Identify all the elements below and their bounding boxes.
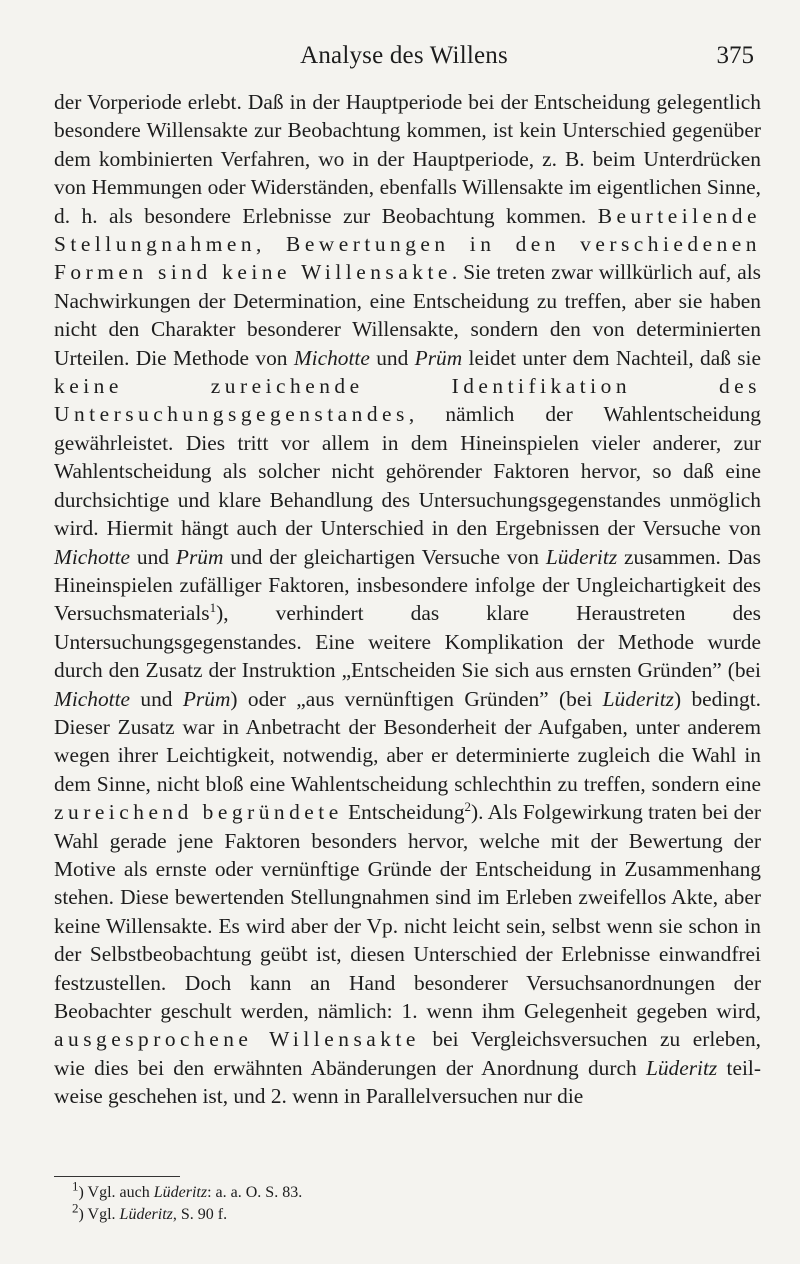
text-run: ) bedingt. Dieser Zusatz war in Anbetracht der Besonderheit der Aufgaben, unter anderem wegen ihrer Leichtigkeit, notwendig, aber er determinierte zugleich die Wahl in dem Sinne, nicht bloß eine Wahlentscheidung schlechthin zu treffen, sondern eine <box>54 686 761 796</box>
emphasis-spaced: zureichend begründete <box>54 800 343 825</box>
page-number: 375 <box>716 42 754 69</box>
text-run: ), verhindert das klare Heraustreten des Untersuchungsgegenstandes. Eine weitere Komplikation der Methode wurde durch den Zusatz der Instruktion „Entscheiden Sie sich aus ernsten Gründen” (bei <box>54 601 761 683</box>
footnote-ref: 2 <box>464 799 472 815</box>
running-title: Analyse des Willens <box>300 42 508 69</box>
footnote-text: , S. 90 f. <box>172 1206 228 1223</box>
footnote <box>54 1178 754 1204</box>
footnote-text: : a. a. O. S. 83. <box>207 1184 303 1201</box>
text-run: . Sie treten zwar willkürlich auf, als Nachwirkungen der Determination, eine Entscheidung zu treffen, aber sie haben nicht den Charakter besonderer Willensakte, sondern den von determinierten Urteilen. Die Methode von <box>54 260 762 370</box>
text-run: ) oder „aus vernünftigen Gründen” (bei <box>230 686 603 711</box>
paragraph <box>54 88 761 1111</box>
author-name: Lüderitz <box>119 1206 173 1223</box>
text-run: teilweise geschehen ist, und 2. wenn in Parallelversuchen nur die <box>54 1055 761 1109</box>
running-header <box>54 40 754 72</box>
footnote-divider <box>54 1176 180 1177</box>
emphasis-spaced: ausgesprochene Willensakte <box>54 1027 420 1052</box>
author-name: Prüm <box>182 686 231 711</box>
text-run: ). Als Folgewirkung traten bei der Wahl gerade jene Faktoren besonders hervor, welche mit der Bewertung der Motive als ernste oder vernünftige Gründe der Entscheidung in Zusammenhang stehen. Diese bewertenden Stellungnahmen sind im Erleben zweifellos Akte, aber keine Willensakte. Es wird aber der Vp. nicht leicht sein, selbst wenn sie schon in der Selbstbeobachtung geübt ist, diesen Unterschied der Erlebnisse einwandfrei festzustellen. Doch kann an Hand besonderer Versuchsanordnungen der Beobachter geschult werden, nämlich: 1. wenn ihm Gelegenheit gegeben wird, <box>54 800 761 1023</box>
text-run: und <box>130 544 176 569</box>
author-name: Prüm <box>175 544 224 569</box>
footnote <box>54 1200 754 1226</box>
footnote-mark: 2 <box>72 1200 79 1216</box>
author-name: Lüderitz <box>645 1055 718 1080</box>
footnote-text: ) Vgl. auch <box>78 1184 154 1201</box>
text-run: bei Vergleichsversuchen zu erleben, wie dies bei den erwähnten Abänderungen der Anordnung durch <box>54 1027 761 1080</box>
text-run: der Vorperiode erlebt. Daß in der Hauptperiode bei der Entscheidung gelegentlich besondere Willensakte zur Beobachtung kommen, ist kein Unterschied gegenüber dem kombinierten Verfahren, wo in der Hauptperiode, z. B. beim Unterdrücken von Hemmungen oder Widerständen, ebenfalls Willensakte im eigentlichen Sinne, d. h. als besondere Erlebnisse zur Beobachtung kommen. <box>54 90 761 228</box>
footnote-text: ) Vgl. <box>78 1206 120 1223</box>
text-run: und <box>369 345 415 370</box>
footnotes <box>54 1178 754 1226</box>
author-name: Michotte <box>54 544 131 569</box>
text-run: leidet unter dem Nachteil, daß sie <box>462 345 761 370</box>
emphasis-spaced: keine zureichende Identifikation des Untersuchungsgegenstandes <box>54 374 761 427</box>
emphasis-spaced: Beurteilende Stellungnahmen, Bewertungen in den verschiedenen Formen sind keine Willensakte <box>54 203 761 285</box>
footnote-mark: 1 <box>72 1178 79 1194</box>
text-run: und <box>130 686 183 711</box>
author-name: Lüderitz <box>602 686 674 711</box>
author-name: Lüderitz <box>153 1184 208 1201</box>
text-run: , nämlich der Wahlentscheidung gewährleistet. Dies tritt vor allem in dem Hineinspielen vieler anderer, zur Wahlentscheidung als solcher nicht gehörender Faktoren hervor, so daß eine durchsichtige und klare Behandlung des Untersuchungsgegenstandes unmöglich wird. Hiermit hängt auch der Unterschied in den Ergebnissen der Versuche von <box>54 402 761 541</box>
text-run: und der gleichartigen Versuche von <box>223 544 546 569</box>
main-text <box>54 88 761 1111</box>
author-name: Prüm <box>414 345 463 370</box>
text-run: zusammen. Das Hineinspielen zufälliger Faktoren, insbesondere infolge der Ungleichartigkeit des Versuchsmaterials <box>54 544 761 626</box>
footnote-ref: 1 <box>209 600 217 616</box>
text-run: Entscheidung <box>342 800 465 825</box>
author-name: Michotte <box>54 686 131 711</box>
author-name: Michotte <box>293 345 370 370</box>
author-name: Lüderitz <box>545 544 618 569</box>
